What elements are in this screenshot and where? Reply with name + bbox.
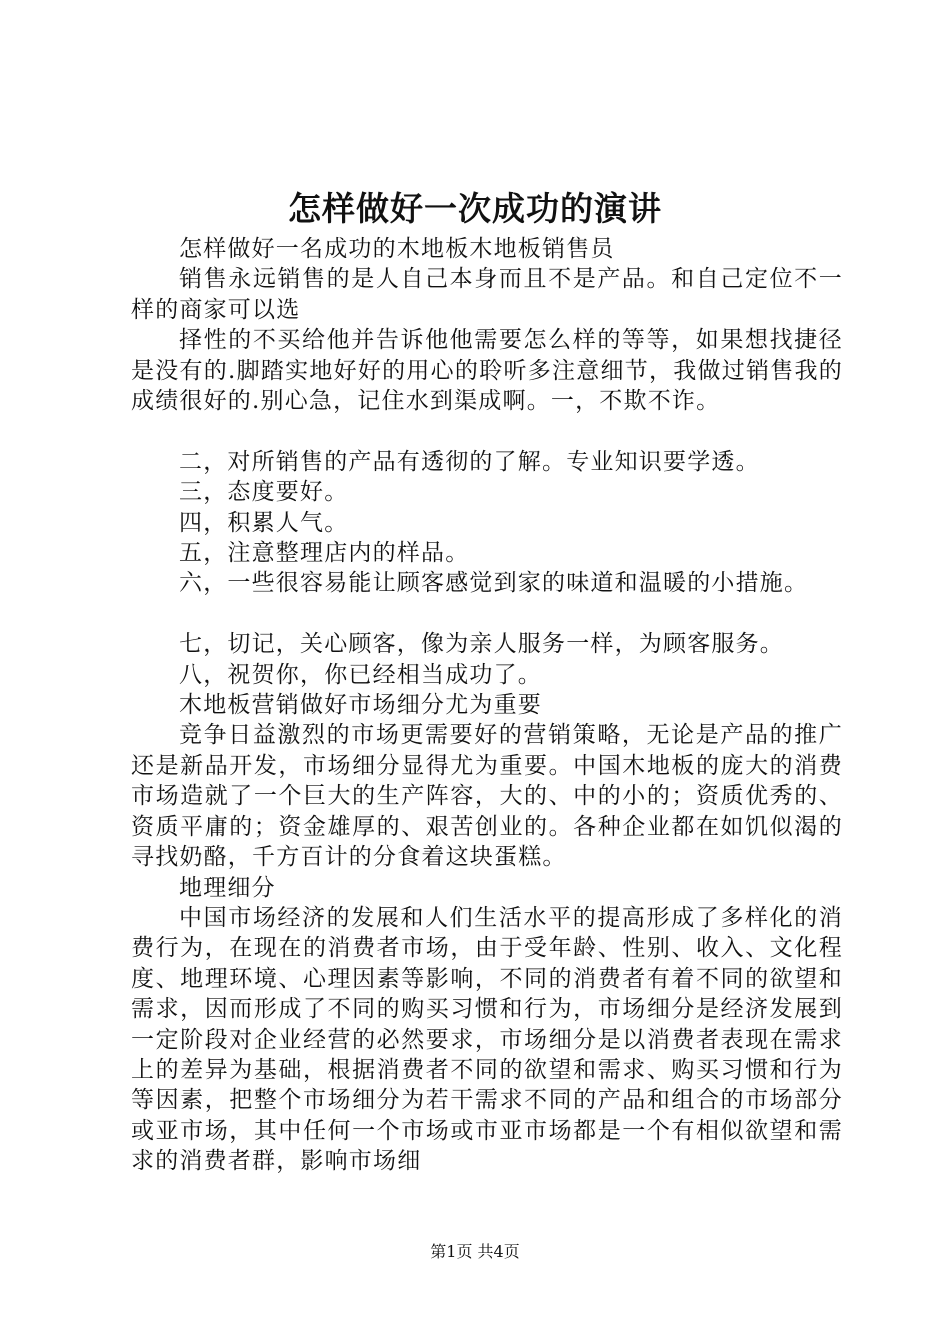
- paragraph: 三，态度要好。: [179, 479, 349, 506]
- paragraph: 中国市场经济的发展和人们生活水平的提高形成了多样化的消费行为，在现在的消费者市场，由于受年龄、性别、收入、文化程度、地理环境、心理因素等影响，不同的消费者有着不同的欲望和需求，因而形成了不同的购买习惯和行为，市场细分是经济发展到一定阶段对企业经营的必然要求，市场细分是以消费者表现在需求上的差异为基础，根据消费者不同的欲望和需求、购买习惯和行为等因素，把整个市场细分为若干需求不同的产品和组合的市场部分或亚市场，其中任何一个市场或市亚市场都是一个有相似欲望和需求的消费者群，影响市场细: [131, 904, 843, 1175]
- document-title: 怎样做好一次成功的演讲: [288, 189, 662, 228]
- paragraph: 五，注意整理店内的样品。: [179, 540, 470, 567]
- paragraph: 二，对所销售的产品有透彻的了解。专业知识要学透。: [179, 448, 760, 475]
- section-heading: 地理细分: [179, 874, 276, 901]
- paragraph: 六，一些很容易能让顾客感觉到家的味道和温暖的小措施。: [179, 570, 809, 597]
- paragraph: 怎样做好一名成功的木地板木地板销售员: [179, 236, 615, 262]
- paragraph: 竞争日益激烈的市场更需要好的营销策略，无论是产品的推广还是新品开发，市场细分显得尤为重要。中国木地板的庞大的消费市场造就了一个巨大的生产阵容，大的、中的小的；资质优秀的、资质平庸的；资金雄厚的、艰苦创业的。各种企业都在如饥似渴的寻找奶酪，千方百计的分食着这块蛋糕。: [131, 722, 843, 871]
- paragraph-spacer: [131, 599, 843, 629]
- paragraph-spacer: [131, 416, 843, 446]
- document-body: [131, 234, 843, 1177]
- page-number-footer: 第1页 共4页: [430, 1242, 520, 1261]
- paragraph: 销售永远销售的是人自己本身而且不是产品。和自己定位不一样的商家可以选: [131, 266, 843, 323]
- paragraph: 八，祝贺你，你已经相当成功了。: [179, 661, 542, 688]
- paragraph: 七，切记，关心顾客，像为亲人服务一样，为顾客服务。: [179, 631, 784, 658]
- paragraph: 择性的不买给他并告诉他他需要怎么样的等等，如果想找捷径是没有的.脚踏实地好好的用心的聆听多注意细节，我做过销售我的成绩很好的.别心急，记住水到渠成啊。一，不欺不诈。: [131, 327, 843, 415]
- paragraph: 四，积累人气。: [179, 509, 349, 536]
- section-heading: 木地板营销做好市场细分尤为重要: [179, 692, 542, 719]
